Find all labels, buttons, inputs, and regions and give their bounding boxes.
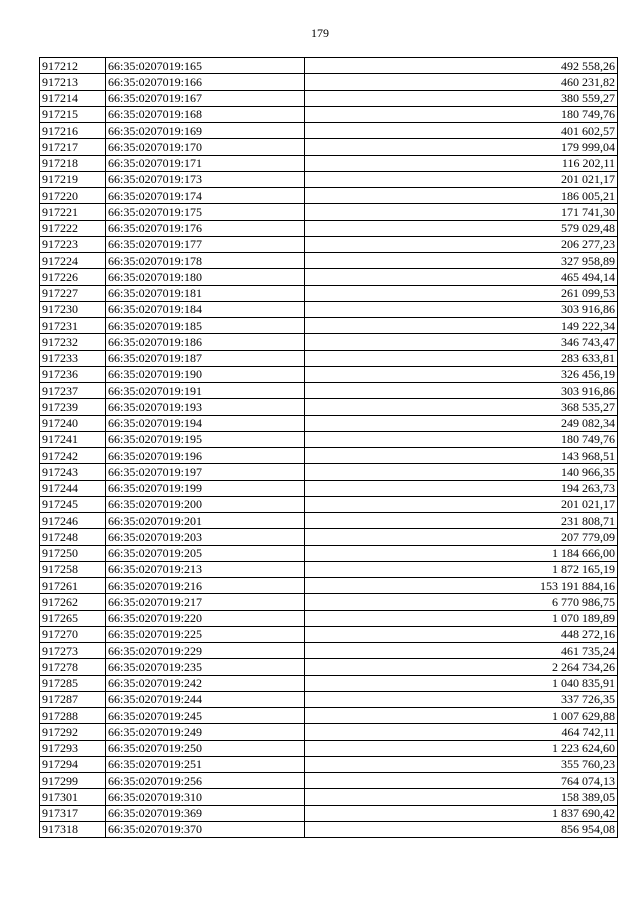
value-amount-cell: 326 456,19 <box>305 366 618 382</box>
record-number-cell: 917219 <box>40 171 106 187</box>
value-amount-cell: 1 872 165,19 <box>305 561 618 577</box>
record-number-cell: 917248 <box>40 529 106 545</box>
table-row <box>40 821 618 837</box>
table-row <box>40 383 618 399</box>
cadastral-number-cell: 66:35:0207019:166 <box>106 74 305 90</box>
cadastral-number-cell: 66:35:0207019:184 <box>106 301 305 317</box>
table-row <box>40 626 618 642</box>
cadastral-number-cell: 66:35:0207019:170 <box>106 139 305 155</box>
record-number-cell: 917224 <box>40 253 106 269</box>
table-row <box>40 805 618 821</box>
value-amount-cell: 579 029,48 <box>305 220 618 236</box>
value-amount-cell: 1 184 666,00 <box>305 545 618 561</box>
cadastral-number-cell: 66:35:0207019:235 <box>106 659 305 675</box>
table-row <box>40 610 618 626</box>
table-row <box>40 529 618 545</box>
table-row <box>40 220 618 236</box>
value-amount-cell: 6 770 986,75 <box>305 594 618 610</box>
table-row <box>40 236 618 252</box>
cadastral-number-cell: 66:35:0207019:205 <box>106 545 305 561</box>
parcel-value-table <box>39 57 618 838</box>
table-row <box>40 594 618 610</box>
record-number-cell: 917318 <box>40 821 106 837</box>
cadastral-number-cell: 66:35:0207019:217 <box>106 594 305 610</box>
value-amount-cell: 460 231,82 <box>305 74 618 90</box>
value-amount-cell: 856 954,08 <box>305 821 618 837</box>
value-amount-cell: 461 735,24 <box>305 643 618 659</box>
table-row <box>40 188 618 204</box>
record-number-cell: 917214 <box>40 90 106 106</box>
record-number-cell: 917246 <box>40 513 106 529</box>
cadastral-number-cell: 66:35:0207019:190 <box>106 366 305 382</box>
record-number-cell: 917294 <box>40 756 106 772</box>
value-amount-cell: 194 263,73 <box>305 480 618 496</box>
cadastral-number-cell: 66:35:0207019:186 <box>106 334 305 350</box>
page-number: 179 <box>311 26 329 40</box>
value-amount-cell: 401 602,57 <box>305 123 618 139</box>
value-amount-cell: 327 958,89 <box>305 253 618 269</box>
cadastral-number-cell: 66:35:0207019:216 <box>106 578 305 594</box>
cadastral-number-cell: 66:35:0207019:171 <box>106 155 305 171</box>
value-amount-cell: 346 743,47 <box>305 334 618 350</box>
record-number-cell: 917233 <box>40 350 106 366</box>
table-row <box>40 480 618 496</box>
record-number-cell: 917265 <box>40 610 106 626</box>
value-amount-cell: 249 082,34 <box>305 415 618 431</box>
record-number-cell: 917288 <box>40 708 106 724</box>
cadastral-number-cell: 66:35:0207019:245 <box>106 708 305 724</box>
table-row <box>40 545 618 561</box>
table-row <box>40 139 618 155</box>
value-amount-cell: 116 202,11 <box>305 155 618 171</box>
record-number-cell: 917292 <box>40 724 106 740</box>
record-number-cell: 917232 <box>40 334 106 350</box>
value-amount-cell: 140 966,35 <box>305 464 618 480</box>
cadastral-number-cell: 66:35:0207019:175 <box>106 204 305 220</box>
value-amount-cell: 180 749,76 <box>305 431 618 447</box>
record-number-cell: 917293 <box>40 740 106 756</box>
record-number-cell: 917231 <box>40 318 106 334</box>
record-number-cell: 917273 <box>40 643 106 659</box>
cadastral-number-cell: 66:35:0207019:229 <box>106 643 305 659</box>
record-number-cell: 917243 <box>40 464 106 480</box>
value-amount-cell: 355 760,23 <box>305 756 618 772</box>
cadastral-number-cell: 66:35:0207019:249 <box>106 724 305 740</box>
value-amount-cell: 337 726,35 <box>305 691 618 707</box>
record-number-cell: 917236 <box>40 366 106 382</box>
value-amount-cell: 207 779,09 <box>305 529 618 545</box>
value-amount-cell: 492 558,26 <box>305 58 618 74</box>
value-amount-cell: 283 633,81 <box>305 350 618 366</box>
cadastral-number-cell: 66:35:0207019:185 <box>106 318 305 334</box>
cadastral-number-cell: 66:35:0207019:203 <box>106 529 305 545</box>
table-row <box>40 285 618 301</box>
cadastral-number-cell: 66:35:0207019:193 <box>106 399 305 415</box>
cadastral-number-cell: 66:35:0207019:200 <box>106 496 305 512</box>
value-amount-cell: 186 005,21 <box>305 188 618 204</box>
table-row <box>40 58 618 74</box>
record-number-cell: 917244 <box>40 480 106 496</box>
record-number-cell: 917220 <box>40 188 106 204</box>
record-number-cell: 917221 <box>40 204 106 220</box>
record-number-cell: 917299 <box>40 773 106 789</box>
table-row <box>40 74 618 90</box>
record-number-cell: 917242 <box>40 448 106 464</box>
value-amount-cell: 261 099,53 <box>305 285 618 301</box>
table-row <box>40 643 618 659</box>
table-row <box>40 415 618 431</box>
record-number-cell: 917218 <box>40 155 106 171</box>
record-number-cell: 917226 <box>40 269 106 285</box>
table-row <box>40 431 618 447</box>
cadastral-number-cell: 66:35:0207019:196 <box>106 448 305 464</box>
cadastral-number-cell: 66:35:0207019:256 <box>106 773 305 789</box>
value-amount-cell: 464 742,11 <box>305 724 618 740</box>
cadastral-number-cell: 66:35:0207019:250 <box>106 740 305 756</box>
record-number-cell: 917261 <box>40 578 106 594</box>
record-number-cell: 917217 <box>40 139 106 155</box>
cadastral-number-cell: 66:35:0207019:165 <box>106 58 305 74</box>
cadastral-number-cell: 66:35:0207019:213 <box>106 561 305 577</box>
value-amount-cell: 465 494,14 <box>305 269 618 285</box>
record-number-cell: 917222 <box>40 220 106 236</box>
table-row <box>40 366 618 382</box>
table-body <box>40 58 618 838</box>
cadastral-number-cell: 66:35:0207019:199 <box>106 480 305 496</box>
cadastral-number-cell: 66:35:0207019:242 <box>106 675 305 691</box>
record-number-cell: 917230 <box>40 301 106 317</box>
record-number-cell: 917317 <box>40 805 106 821</box>
cadastral-number-cell: 66:35:0207019:178 <box>106 253 305 269</box>
cadastral-number-cell: 66:35:0207019:369 <box>106 805 305 821</box>
record-number-cell: 917223 <box>40 236 106 252</box>
table-row <box>40 773 618 789</box>
value-amount-cell: 1 040 835,91 <box>305 675 618 691</box>
table-row <box>40 675 618 691</box>
table-row <box>40 561 618 577</box>
record-number-cell: 917262 <box>40 594 106 610</box>
cadastral-number-cell: 66:35:0207019:195 <box>106 431 305 447</box>
table-row <box>40 724 618 740</box>
value-amount-cell: 1 223 624,60 <box>305 740 618 756</box>
table-row <box>40 448 618 464</box>
record-number-cell: 917237 <box>40 383 106 399</box>
table-row <box>40 756 618 772</box>
cadastral-number-cell: 66:35:0207019:197 <box>106 464 305 480</box>
table-row <box>40 740 618 756</box>
cadastral-number-cell: 66:35:0207019:220 <box>106 610 305 626</box>
table-row <box>40 399 618 415</box>
cadastral-number-cell: 66:35:0207019:201 <box>106 513 305 529</box>
cadastral-number-cell: 66:35:0207019:251 <box>106 756 305 772</box>
table-row <box>40 350 618 366</box>
record-number-cell: 917287 <box>40 691 106 707</box>
record-number-cell: 917278 <box>40 659 106 675</box>
cadastral-number-cell: 66:35:0207019:169 <box>106 123 305 139</box>
value-amount-cell: 764 074,13 <box>305 773 618 789</box>
cadastral-number-cell: 66:35:0207019:173 <box>106 171 305 187</box>
value-amount-cell: 206 277,23 <box>305 236 618 252</box>
value-amount-cell: 1 070 189,89 <box>305 610 618 626</box>
table-row <box>40 708 618 724</box>
value-amount-cell: 201 021,17 <box>305 496 618 512</box>
value-amount-cell: 1 837 690,42 <box>305 805 618 821</box>
record-number-cell: 917285 <box>40 675 106 691</box>
table-row <box>40 171 618 187</box>
table-row <box>40 334 618 350</box>
table-row <box>40 253 618 269</box>
cadastral-number-cell: 66:35:0207019:180 <box>106 269 305 285</box>
value-amount-cell: 380 559,27 <box>305 90 618 106</box>
value-amount-cell: 1 007 629,88 <box>305 708 618 724</box>
value-amount-cell: 201 021,17 <box>305 171 618 187</box>
value-amount-cell: 149 222,34 <box>305 318 618 334</box>
record-number-cell: 917245 <box>40 496 106 512</box>
cadastral-number-cell: 66:35:0207019:310 <box>106 789 305 805</box>
value-amount-cell: 231 808,71 <box>305 513 618 529</box>
table-row <box>40 155 618 171</box>
cadastral-number-cell: 66:35:0207019:191 <box>106 383 305 399</box>
table-row <box>40 106 618 122</box>
cadastral-number-cell: 66:35:0207019:194 <box>106 415 305 431</box>
value-amount-cell: 158 389,05 <box>305 789 618 805</box>
table-row <box>40 269 618 285</box>
table-row <box>40 578 618 594</box>
table-row <box>40 318 618 334</box>
record-number-cell: 917270 <box>40 626 106 642</box>
record-number-cell: 917215 <box>40 106 106 122</box>
value-amount-cell: 2 264 734,26 <box>305 659 618 675</box>
table-row <box>40 204 618 220</box>
table-row <box>40 496 618 512</box>
cadastral-number-cell: 66:35:0207019:176 <box>106 220 305 236</box>
table-row <box>40 513 618 529</box>
record-number-cell: 917250 <box>40 545 106 561</box>
cadastral-number-cell: 66:35:0207019:167 <box>106 90 305 106</box>
table-row <box>40 659 618 675</box>
record-number-cell: 917239 <box>40 399 106 415</box>
table-row <box>40 90 618 106</box>
value-amount-cell: 153 191 884,16 <box>305 578 618 594</box>
record-number-cell: 917213 <box>40 74 106 90</box>
record-number-cell: 917227 <box>40 285 106 301</box>
cadastral-number-cell: 66:35:0207019:181 <box>106 285 305 301</box>
table-row <box>40 691 618 707</box>
table-row <box>40 123 618 139</box>
record-number-cell: 917212 <box>40 58 106 74</box>
value-amount-cell: 303 916,86 <box>305 383 618 399</box>
record-number-cell: 917301 <box>40 789 106 805</box>
cadastral-number-cell: 66:35:0207019:174 <box>106 188 305 204</box>
value-amount-cell: 179 999,04 <box>305 139 618 155</box>
record-number-cell: 917240 <box>40 415 106 431</box>
table-row <box>40 789 618 805</box>
cadastral-number-cell: 66:35:0207019:244 <box>106 691 305 707</box>
value-amount-cell: 303 916,86 <box>305 301 618 317</box>
cadastral-number-cell: 66:35:0207019:177 <box>106 236 305 252</box>
value-amount-cell: 180 749,76 <box>305 106 618 122</box>
value-amount-cell: 143 968,51 <box>305 448 618 464</box>
value-amount-cell: 368 535,27 <box>305 399 618 415</box>
value-amount-cell: 448 272,16 <box>305 626 618 642</box>
table-row <box>40 301 618 317</box>
record-number-cell: 917216 <box>40 123 106 139</box>
cadastral-number-cell: 66:35:0207019:370 <box>106 821 305 837</box>
table-row <box>40 464 618 480</box>
value-amount-cell: 171 741,30 <box>305 204 618 220</box>
record-number-cell: 917241 <box>40 431 106 447</box>
cadastral-number-cell: 66:35:0207019:168 <box>106 106 305 122</box>
cadastral-number-cell: 66:35:0207019:187 <box>106 350 305 366</box>
record-number-cell: 917258 <box>40 561 106 577</box>
cadastral-number-cell: 66:35:0207019:225 <box>106 626 305 642</box>
